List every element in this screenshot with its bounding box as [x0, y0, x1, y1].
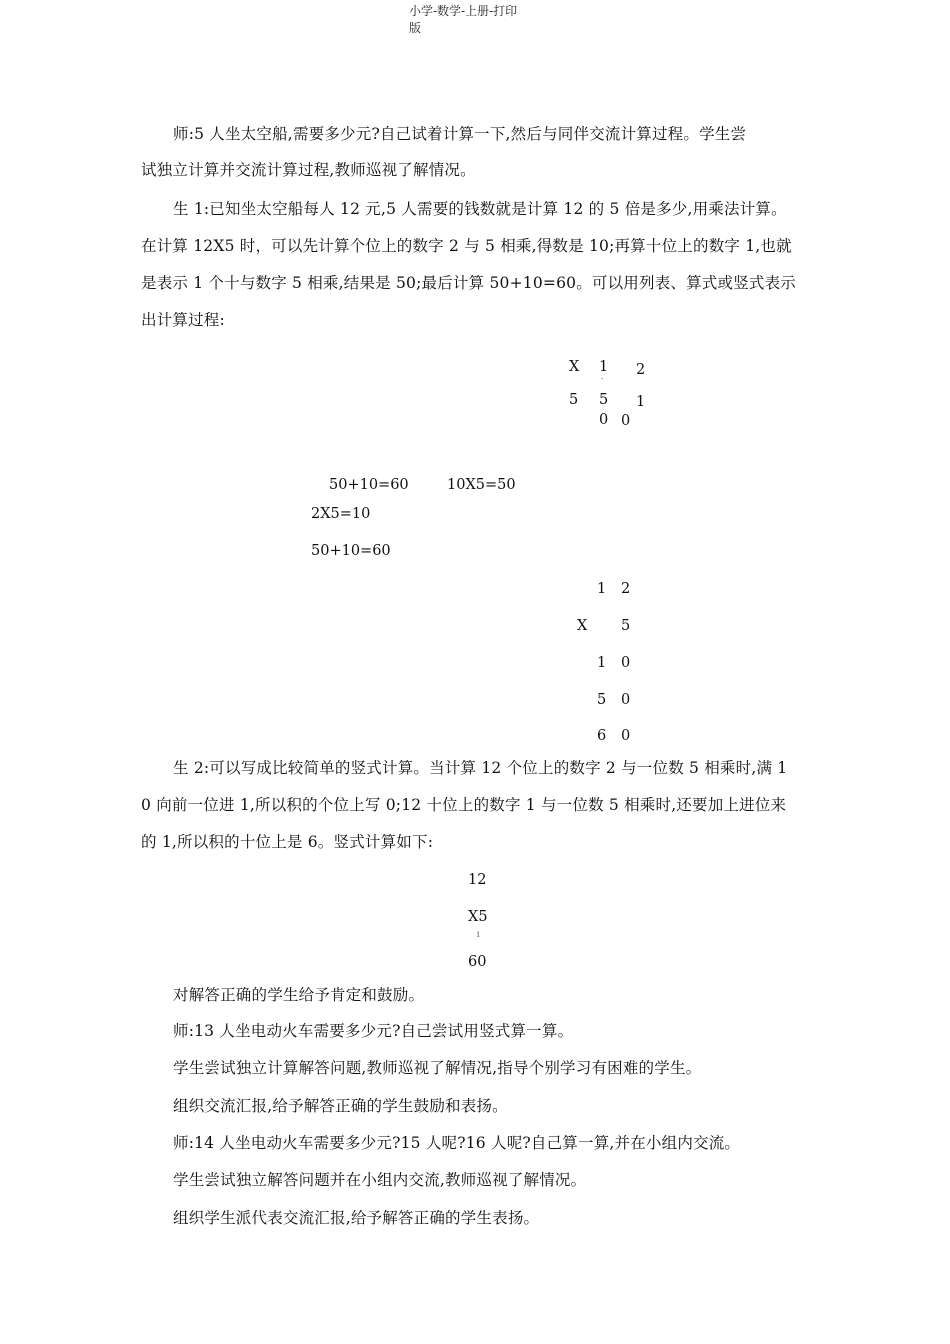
paragraph-student-attempt: 学生尝试独立计算解答问题,教师巡视了解情况,指导个别学习有困难的学生。 — [173, 1059, 702, 1077]
paragraph-teacher-question-1-cont: 试独立计算并交流计算过程,教师巡视了解情况。 — [141, 161, 476, 179]
vertical1-operator: X — [577, 618, 588, 634]
paragraph-student-2-line3: 的 1,所以积的十位上是 6。竖式计算如下: — [141, 833, 434, 851]
equation-sum-2: 50+10=60 — [311, 543, 391, 559]
vertical1-digit: 1 — [597, 655, 607, 671]
paragraph-student-1-line4: 出计算过程: — [141, 311, 225, 329]
paragraph-report: 组织交流汇报,给予解答正确的学生鼓励和表扬。 — [173, 1097, 508, 1115]
table-mark: - — [601, 375, 604, 383]
table-cell-0a: 0 — [599, 412, 609, 428]
table-cell-1b: 1 — [636, 394, 646, 410]
vertical1-digit: 0 — [621, 728, 631, 744]
equation-sum-1: 50+10=60 — [329, 477, 409, 493]
table-cell-5b: 5 — [599, 392, 609, 408]
paragraph-teacher-question-2: 师:13 人坐电动火车需要多少元?自己尝试用竖式算一算。 — [173, 1022, 574, 1040]
paragraph-encouragement: 对解答正确的学生给予肯定和鼓励。 — [173, 986, 425, 1004]
table-cell-2: 2 — [636, 362, 646, 378]
vertical2-multiplier: X5 — [468, 909, 488, 925]
table-cell-5a: 5 — [569, 392, 579, 408]
paragraph-student-1-line2: 在计算 12X5 时，可以先计算个位上的数字 2 与 5 相乘,得数是 10;再算十位上的数字 1,也就 — [141, 237, 792, 255]
vertical2-carry: 1 — [476, 931, 481, 939]
equation-tens-product: 10X5=50 — [447, 477, 516, 493]
paragraph-group-work: 学生尝试独立解答问题并在小组内交流,教师巡视了解情况。 — [173, 1171, 587, 1189]
paragraph-student-1-line3: 是表示 1 个十与数字 5 相乘,结果是 50;最后计算 50+10=60。可以用列表、算式或竖式表示 — [141, 274, 797, 292]
table-cell-1: 1 — [599, 359, 609, 375]
header-title-line2: 版 — [409, 21, 422, 35]
paragraph-student-1: 生 1:已知坐太空船每人 12 元,5 人需要的钱数就是计算 12 的 5 倍是多少,用乘法计算。 — [173, 200, 787, 218]
header-title-line1: 小学-数学-上册-打印 — [409, 4, 518, 18]
paragraph-final-report: 组织学生派代表交流汇报,给予解答正确的学生表扬。 — [173, 1209, 540, 1227]
paragraph-student-2-line2: 0 向前一位进 1,所以积的个位上写 0;12 十位上的数字 1 与一位数 5 相乘时,还要加上进位来 — [141, 796, 787, 814]
vertical1-digit: 0 — [621, 655, 631, 671]
paragraph-teacher-question-3: 师:14 人坐电动火车需要多少元?15 人呢?16 人呢?自己算一算,并在小组内交流。 — [173, 1134, 741, 1152]
vertical2-top: 12 — [468, 872, 487, 888]
vertical1-digit: 5 — [621, 618, 631, 634]
vertical1-digit: 0 — [621, 692, 631, 708]
vertical1-digit: 1 — [597, 581, 607, 597]
vertical1-digit: 5 — [597, 692, 607, 708]
vertical1-digit: 2 — [621, 581, 631, 597]
vertical1-digit: 6 — [597, 728, 607, 744]
paragraph-student-2: 生 2:可以写成比较简单的竖式计算。当计算 12 个位上的数字 2 与一位数 5 相乘时,满 1 — [173, 759, 788, 777]
vertical2-result: 60 — [468, 954, 487, 970]
table-cell-x: X — [569, 359, 580, 375]
table-cell-0b: 0 — [621, 413, 631, 429]
equation-ones-product: 2X5=10 — [311, 506, 371, 522]
paragraph-teacher-question-1: 师:5 人坐太空船,需要多少元?自己试着计算一下,然后与同伴交流计算过程。学生尝 — [173, 125, 747, 143]
